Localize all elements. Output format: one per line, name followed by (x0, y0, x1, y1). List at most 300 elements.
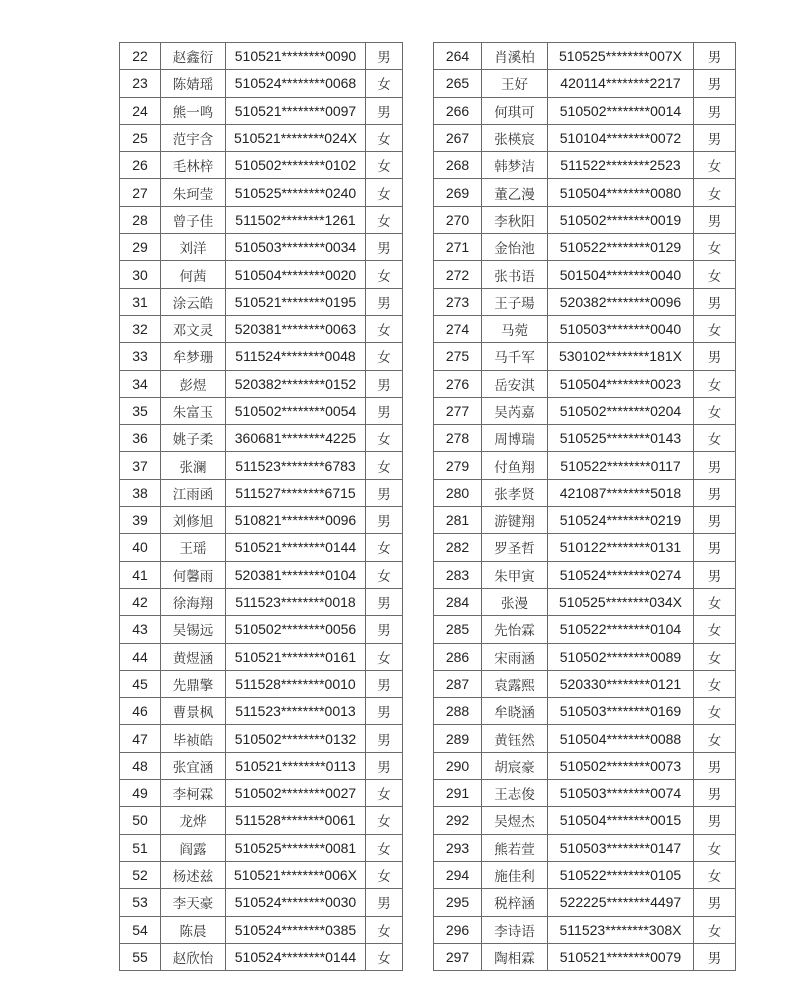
row-number: 273 (434, 288, 482, 315)
gender: 女 (694, 370, 736, 397)
student-name: 张漫 (482, 588, 548, 615)
student-name: 袁露熙 (482, 670, 548, 697)
row-number: 23 (120, 70, 161, 97)
id-number: 510502********0054 (226, 397, 366, 424)
student-name: 黄钰然 (482, 725, 548, 752)
id-number: 511523********0013 (226, 698, 366, 725)
gender: 女 (694, 616, 736, 643)
id-number: 510504********0015 (548, 807, 694, 834)
id-number: 510104********0072 (548, 124, 694, 151)
table-row (120, 152, 403, 179)
student-name: 胡宸豪 (482, 752, 548, 779)
student-name: 熊一鸣 (161, 97, 226, 124)
id-number: 510504********0088 (548, 725, 694, 752)
gender: 女 (366, 916, 403, 943)
id-number: 511523********6783 (226, 452, 366, 479)
table-row (120, 834, 403, 861)
student-name: 董乙漫 (482, 179, 548, 206)
gender: 男 (694, 780, 736, 807)
student-name: 黄煜涵 (161, 643, 226, 670)
student-name: 陈婧瑶 (161, 70, 226, 97)
id-number: 510524********0385 (226, 916, 366, 943)
student-name: 牟晓涵 (482, 698, 548, 725)
id-number: 510502********0056 (226, 616, 366, 643)
table-row (434, 152, 736, 179)
table-row (120, 206, 403, 233)
id-number: 510521********0144 (226, 534, 366, 561)
gender: 女 (694, 397, 736, 424)
row-number: 52 (120, 861, 161, 888)
gender: 男 (694, 534, 736, 561)
gender: 女 (366, 943, 403, 970)
student-name: 李柯霖 (161, 780, 226, 807)
row-number: 290 (434, 752, 482, 779)
row-number: 269 (434, 179, 482, 206)
id-number: 510503********0169 (548, 698, 694, 725)
row-number: 38 (120, 479, 161, 506)
table-row (120, 561, 403, 588)
id-number: 520382********0096 (548, 288, 694, 315)
row-number: 48 (120, 752, 161, 779)
row-number: 292 (434, 807, 482, 834)
student-name: 毛林梓 (161, 152, 226, 179)
table-row (120, 643, 403, 670)
row-number: 42 (120, 588, 161, 615)
row-number: 27 (120, 179, 161, 206)
table-row (434, 561, 736, 588)
gender: 女 (366, 452, 403, 479)
gender: 男 (366, 370, 403, 397)
student-name: 施佳利 (482, 861, 548, 888)
id-number: 510525********0240 (226, 179, 366, 206)
row-number: 33 (120, 343, 161, 370)
gender: 男 (366, 97, 403, 124)
row-number: 25 (120, 124, 161, 151)
row-number: 32 (120, 315, 161, 342)
table-row (120, 752, 403, 779)
row-number: 50 (120, 807, 161, 834)
id-number: 510502********0014 (548, 97, 694, 124)
row-number: 47 (120, 725, 161, 752)
table-row (120, 261, 403, 288)
student-name: 涂云皓 (161, 288, 226, 315)
row-number: 45 (120, 670, 161, 697)
id-number: 510502********0019 (548, 206, 694, 233)
table-row (434, 889, 736, 916)
table-row (434, 43, 736, 70)
gender: 女 (694, 179, 736, 206)
table-row (434, 234, 736, 261)
student-name: 吴芮嘉 (482, 397, 548, 424)
id-number: 510821********0096 (226, 507, 366, 534)
table-row (434, 834, 736, 861)
row-number: 281 (434, 507, 482, 534)
id-number: 510524********0274 (548, 561, 694, 588)
row-number: 55 (120, 943, 161, 970)
row-number: 291 (434, 780, 482, 807)
student-name: 陈晨 (161, 916, 226, 943)
student-name: 游键翔 (482, 507, 548, 534)
table-row (120, 43, 403, 70)
student-name: 马菀 (482, 315, 548, 342)
table-row (434, 343, 736, 370)
student-name: 周博瑞 (482, 425, 548, 452)
id-number: 510525********0143 (548, 425, 694, 452)
row-number: 54 (120, 916, 161, 943)
table-row (120, 70, 403, 97)
gender: 女 (366, 70, 403, 97)
table-row (120, 234, 403, 261)
student-name: 曹景枫 (161, 698, 226, 725)
gender: 男 (366, 43, 403, 70)
gender: 男 (694, 43, 736, 70)
id-number: 510521********0090 (226, 43, 366, 70)
gender: 女 (694, 916, 736, 943)
student-name: 熊若萱 (482, 834, 548, 861)
row-number: 287 (434, 670, 482, 697)
student-name: 赵欣怡 (161, 943, 226, 970)
id-number: 420114********2217 (548, 70, 694, 97)
row-number: 46 (120, 698, 161, 725)
table-row (434, 507, 736, 534)
row-number: 270 (434, 206, 482, 233)
student-name: 江雨函 (161, 479, 226, 506)
row-number: 49 (120, 780, 161, 807)
row-number: 51 (120, 834, 161, 861)
row-number: 39 (120, 507, 161, 534)
gender: 女 (366, 124, 403, 151)
table-row (120, 861, 403, 888)
gender: 男 (694, 889, 736, 916)
id-number: 510502********0204 (548, 397, 694, 424)
id-number: 511528********0061 (226, 807, 366, 834)
student-name: 宋雨涵 (482, 643, 548, 670)
student-name: 王瑶 (161, 534, 226, 561)
id-number: 510503********0040 (548, 315, 694, 342)
row-number: 24 (120, 97, 161, 124)
table-row (434, 698, 736, 725)
id-number: 510522********0104 (548, 616, 694, 643)
table-row (434, 452, 736, 479)
table-row (434, 425, 736, 452)
row-number: 282 (434, 534, 482, 561)
row-number: 297 (434, 943, 482, 970)
row-number: 278 (434, 425, 482, 452)
gender: 女 (694, 861, 736, 888)
row-number: 35 (120, 397, 161, 424)
table-row (120, 425, 403, 452)
id-number: 511527********6715 (226, 479, 366, 506)
student-name: 吴煜杰 (482, 807, 548, 834)
gender: 女 (366, 534, 403, 561)
gender: 女 (366, 152, 403, 179)
student-name: 阎露 (161, 834, 226, 861)
gender: 男 (366, 397, 403, 424)
row-number: 293 (434, 834, 482, 861)
table-row (120, 479, 403, 506)
gender: 女 (694, 234, 736, 261)
row-number: 294 (434, 861, 482, 888)
gender: 男 (694, 452, 736, 479)
gender: 女 (366, 780, 403, 807)
table-row (120, 288, 403, 315)
id-number: 510502********0073 (548, 752, 694, 779)
student-name: 龙烨 (161, 807, 226, 834)
gender: 女 (694, 261, 736, 288)
student-name: 徐海翔 (161, 588, 226, 615)
student-name: 何茜 (161, 261, 226, 288)
gender: 女 (694, 834, 736, 861)
student-name: 刘洋 (161, 234, 226, 261)
gender: 女 (694, 725, 736, 752)
id-number: 510502********0132 (226, 725, 366, 752)
id-number: 510524********0144 (226, 943, 366, 970)
student-name: 先鼎擎 (161, 670, 226, 697)
student-name: 何琪可 (482, 97, 548, 124)
student-name: 朱富玉 (161, 397, 226, 424)
roster-table-left (119, 42, 403, 971)
id-number: 520382********0152 (226, 370, 366, 397)
row-number: 34 (120, 370, 161, 397)
gender: 男 (366, 288, 403, 315)
gender: 男 (366, 698, 403, 725)
id-number: 520381********0063 (226, 315, 366, 342)
student-name: 李秋阳 (482, 206, 548, 233)
row-number: 271 (434, 234, 482, 261)
row-number: 44 (120, 643, 161, 670)
student-name: 杨述兹 (161, 861, 226, 888)
student-name: 何馨雨 (161, 561, 226, 588)
table-row (434, 943, 736, 970)
row-number: 267 (434, 124, 482, 151)
id-number: 510524********0030 (226, 889, 366, 916)
gender: 男 (366, 479, 403, 506)
student-name: 马千军 (482, 343, 548, 370)
student-name: 曾子佳 (161, 206, 226, 233)
gender: 男 (694, 561, 736, 588)
row-number: 26 (120, 152, 161, 179)
id-number: 510524********0219 (548, 507, 694, 534)
row-number: 36 (120, 425, 161, 452)
row-number: 272 (434, 261, 482, 288)
row-number: 31 (120, 288, 161, 315)
table-row (434, 70, 736, 97)
gender: 女 (694, 643, 736, 670)
table-row (434, 807, 736, 834)
id-number: 511502********1261 (226, 206, 366, 233)
table-row (434, 616, 736, 643)
student-name: 张孝贤 (482, 479, 548, 506)
student-name: 朱甲寅 (482, 561, 548, 588)
gender: 女 (694, 425, 736, 452)
row-number: 286 (434, 643, 482, 670)
gender: 男 (366, 670, 403, 697)
table-row (434, 261, 736, 288)
student-name: 金怡池 (482, 234, 548, 261)
student-name: 李天豪 (161, 889, 226, 916)
student-name: 刘修旭 (161, 507, 226, 534)
table-row (434, 916, 736, 943)
gender: 女 (366, 315, 403, 342)
id-number: 520330********0121 (548, 670, 694, 697)
student-name: 邓文灵 (161, 315, 226, 342)
student-name: 付鱼翔 (482, 452, 548, 479)
table-row (120, 943, 403, 970)
student-name: 张澜 (161, 452, 226, 479)
gender: 男 (694, 288, 736, 315)
table-row (120, 507, 403, 534)
row-number: 53 (120, 889, 161, 916)
student-name: 赵鑫衍 (161, 43, 226, 70)
student-name: 肖溪柏 (482, 43, 548, 70)
row-number: 289 (434, 725, 482, 752)
gender: 男 (694, 97, 736, 124)
id-number: 510504********0023 (548, 370, 694, 397)
gender: 男 (694, 479, 736, 506)
row-number: 43 (120, 616, 161, 643)
gender: 女 (366, 425, 403, 452)
gender: 女 (366, 179, 403, 206)
gender: 女 (366, 861, 403, 888)
table-row (120, 370, 403, 397)
row-number: 22 (120, 43, 161, 70)
table-row (120, 616, 403, 643)
gender: 女 (694, 152, 736, 179)
id-number: 510122********0131 (548, 534, 694, 561)
student-name: 范宇含 (161, 124, 226, 151)
id-number: 511528********0010 (226, 670, 366, 697)
student-name: 陶相霖 (482, 943, 548, 970)
row-number: 41 (120, 561, 161, 588)
row-number: 29 (120, 234, 161, 261)
table-row (434, 315, 736, 342)
gender: 女 (366, 834, 403, 861)
table-row (120, 315, 403, 342)
gender: 女 (694, 315, 736, 342)
gender: 男 (366, 588, 403, 615)
table-row (120, 343, 403, 370)
table-row (434, 288, 736, 315)
row-number: 265 (434, 70, 482, 97)
row-number: 285 (434, 616, 482, 643)
table-row (120, 124, 403, 151)
id-number: 520381********0104 (226, 561, 366, 588)
table-row (120, 780, 403, 807)
student-name: 张楧宸 (482, 124, 548, 151)
table-row (434, 206, 736, 233)
gender: 男 (694, 70, 736, 97)
row-number: 296 (434, 916, 482, 943)
row-number: 283 (434, 561, 482, 588)
table-row (434, 479, 736, 506)
id-number: 510521********0079 (548, 943, 694, 970)
row-number: 274 (434, 315, 482, 342)
id-number: 511523********308X (548, 916, 694, 943)
student-name: 牟梦珊 (161, 343, 226, 370)
student-name: 张书语 (482, 261, 548, 288)
table-row (434, 397, 736, 424)
table-row (434, 752, 736, 779)
row-number: 266 (434, 97, 482, 124)
id-number: 510525********0081 (226, 834, 366, 861)
table-row (434, 643, 736, 670)
gender: 男 (366, 616, 403, 643)
row-number: 284 (434, 588, 482, 615)
id-number: 511522********2523 (548, 152, 694, 179)
id-number: 530102********181X (548, 343, 694, 370)
table-row (120, 670, 403, 697)
row-number: 280 (434, 479, 482, 506)
row-number: 277 (434, 397, 482, 424)
id-number: 510502********0089 (548, 643, 694, 670)
row-number: 264 (434, 43, 482, 70)
id-number: 510521********0113 (226, 752, 366, 779)
student-name: 王子瑒 (482, 288, 548, 315)
gender: 男 (366, 234, 403, 261)
id-number: 510504********0080 (548, 179, 694, 206)
row-number: 275 (434, 343, 482, 370)
id-number: 510522********0129 (548, 234, 694, 261)
table-row (434, 534, 736, 561)
table-row (120, 916, 403, 943)
student-name: 王志俊 (482, 780, 548, 807)
gender: 男 (366, 725, 403, 752)
table-row (120, 97, 403, 124)
id-number: 360681********4225 (226, 425, 366, 452)
row-number: 276 (434, 370, 482, 397)
id-number: 510521********0195 (226, 288, 366, 315)
table-row (434, 97, 736, 124)
row-number: 30 (120, 261, 161, 288)
id-number: 510525********034X (548, 588, 694, 615)
table-row (434, 780, 736, 807)
id-number: 510522********0117 (548, 452, 694, 479)
id-number: 510521********024X (226, 124, 366, 151)
id-number: 510503********0147 (548, 834, 694, 861)
student-name: 毕祯皓 (161, 725, 226, 752)
table-row (120, 588, 403, 615)
student-name: 韩梦洁 (482, 152, 548, 179)
student-name: 朱珂莹 (161, 179, 226, 206)
id-number: 510524********0068 (226, 70, 366, 97)
row-number: 295 (434, 889, 482, 916)
id-number: 510503********0074 (548, 780, 694, 807)
table-row (120, 397, 403, 424)
student-name: 张宜涵 (161, 752, 226, 779)
table-row (434, 861, 736, 888)
gender: 男 (694, 752, 736, 779)
id-number: 510521********006X (226, 861, 366, 888)
gender: 女 (366, 261, 403, 288)
id-number: 510503********0034 (226, 234, 366, 261)
gender: 男 (694, 124, 736, 151)
student-name: 罗圣哲 (482, 534, 548, 561)
id-number: 510502********0102 (226, 152, 366, 179)
gender: 女 (694, 670, 736, 697)
gender: 男 (694, 943, 736, 970)
id-number: 511523********0018 (226, 588, 366, 615)
table-row (120, 725, 403, 752)
table-row (434, 725, 736, 752)
table-row (120, 698, 403, 725)
id-number: 510504********0020 (226, 261, 366, 288)
id-number: 510525********007X (548, 43, 694, 70)
student-name: 先怡霖 (482, 616, 548, 643)
gender: 男 (366, 507, 403, 534)
id-number: 510522********0105 (548, 861, 694, 888)
table-row (120, 889, 403, 916)
gender: 女 (366, 343, 403, 370)
